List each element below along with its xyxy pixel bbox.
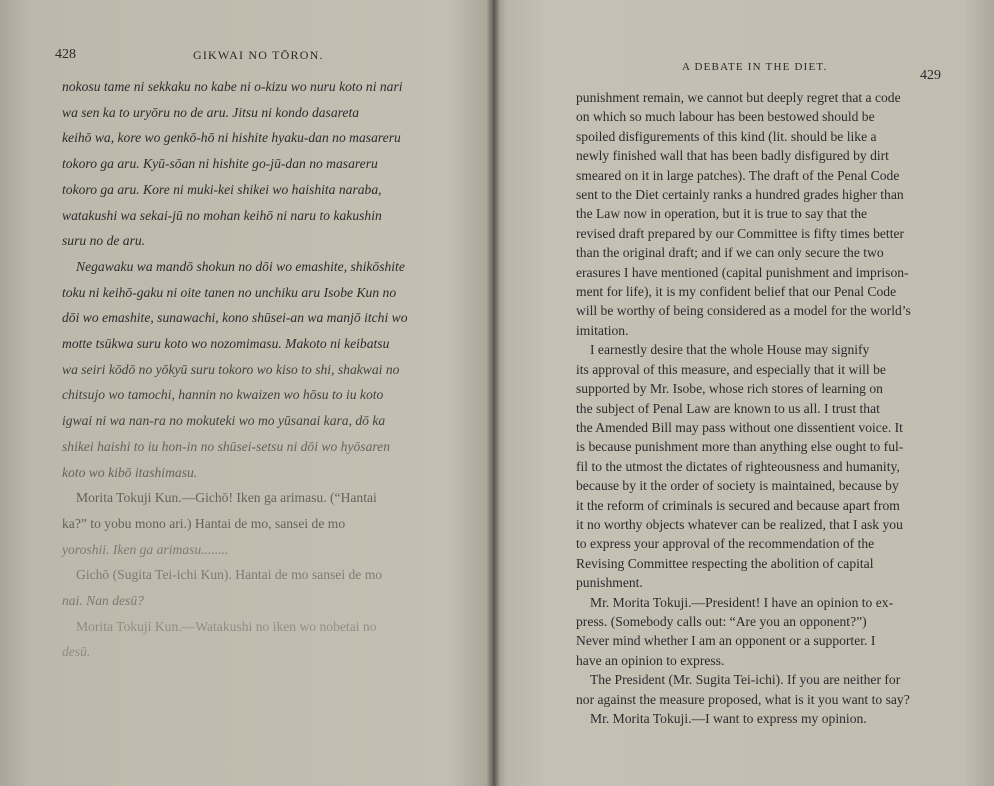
text-line: Negawaku wa mandō shokun no dōi wo emashite, shikōshite	[76, 258, 405, 274]
text-line: shikei haishi to iu hon-in no shūsei-setsu ni dōi wo hyōsaren	[62, 438, 390, 454]
text-line: yoroshii. Iken ga arimasu........	[62, 541, 229, 557]
text-line: the subject of Penal Law are known to us all. I trust that	[576, 400, 880, 416]
text-line: spoiled disfigurements of this kind (lit. should be like a	[576, 128, 877, 144]
text-line: chitsujo wo tamochi, hannin no kwaizen wo hōsu to iu koto	[62, 387, 384, 403]
text-line: suru no de aru.	[62, 233, 146, 249]
text-line: dōi wo emashite, sunawachi, kono shūsei-an wa manjō itchi wo	[62, 310, 408, 326]
text-line: sent to the Diet certainly ranks a hundred grades higher than	[576, 187, 904, 203]
text-line: Gichō (Sugita Tei-ichi Kun). Hantai de mo sansei de mo	[76, 567, 383, 583]
left-page-text	[62, 74, 442, 665]
text-line: nor against the measure proposed, what is it you want to say?	[576, 691, 910, 707]
text-line: will be worthy of being considered as a model for the world’s	[576, 303, 911, 319]
text-line: Morita Tokuji Kun.—Gichō! Iken ga arimasu. (“Hantai	[76, 490, 377, 506]
text-line: erasures I have mentioned (capital punishment and imprison-	[576, 264, 909, 280]
text-line: imitation.	[576, 322, 629, 338]
text-line: igwai ni wa nan-ra no mokuteki wo mo yūsanai kara, dō ka	[62, 413, 386, 429]
text-line: is because punishment more than anything else ought to ful-	[576, 439, 904, 455]
text-line: it no worthy objects whatever can be realized, that I ask you	[576, 516, 903, 532]
text-line: motte tsūkwa suru koto wo nozomimasu. Makoto ni keibatsu	[62, 336, 390, 352]
right-page	[500, 0, 994, 786]
text-line: I earnestly desire that the whole House may signify	[590, 342, 870, 358]
right-page-number: 429	[920, 68, 941, 83]
text-line: koto wo kibō itashimasu.	[62, 464, 198, 480]
left-running-head: GIKWAI NO TŌRON.	[193, 48, 324, 62]
text-line: to express your approval of the recommendation of the	[576, 536, 875, 552]
text-line: its approval of this measure, and especially that it will be	[576, 361, 886, 377]
text-line: tokoro ga aru. Kore ni muki-kei shikei wo haishita naraba,	[62, 181, 382, 197]
text-line: toku ni keihō-gaku ni oite tanen no unchiku aru Isobe Kun no	[62, 284, 397, 300]
right-running-head: A DEBATE IN THE DIET.	[682, 61, 828, 73]
text-line: because by it the order of society is maintained, because by	[576, 478, 899, 494]
text-line: nokosu tame ni sekkaku no kabe ni o-kizu wo nuru koto ni nari	[62, 79, 403, 94]
text-line: desū.	[62, 644, 91, 660]
text-line: newly finished wall that has been badly disfigured by dirt	[576, 148, 889, 164]
text-line: the Law now in operation, but it is true to say that the	[576, 206, 868, 222]
text-line: watakushi wa sekai-jū no mohan keihō ni naru to kakushin	[62, 207, 382, 223]
text-line: ka?” to yobu mono ari.) Hantai de mo, sansei de mo	[62, 515, 346, 531]
text-line: Morita Tokuji Kun.—Watakushi no iken wo nobetai no	[76, 618, 377, 634]
text-line: Never mind whether I am an opponent or a supporter. I	[576, 633, 876, 649]
text-line: smeared on it in large patches). The draft of the Penal Code	[576, 167, 900, 183]
text-line: Mr. Morita Tokuji.—I want to express my opinion.	[590, 711, 867, 726]
text-line: the Amended Bill may pass without one dissentient voice. It	[576, 419, 903, 435]
text-line: revised draft prepared by our Committee is fifty times better	[576, 225, 905, 241]
left-page-number: 428	[55, 47, 76, 62]
text-line: than the original draft; and if we can only secure the two	[576, 245, 884, 261]
right-page-text	[576, 88, 958, 728]
text-line: it the reform of criminals is secured and because apart from	[576, 497, 900, 513]
text-line: nai. Nan desū?	[62, 593, 144, 609]
text-line: punishment.	[576, 575, 643, 591]
text-line: on which so much labour has been bestowed should be	[576, 109, 875, 125]
text-line: Revising Committee respecting the abolition of capital	[576, 555, 874, 571]
text-line: ment for life), it is my confident belief that our Penal Code	[576, 284, 897, 300]
text-line: wa seiri kōdō no yōkyū suru tokoro wo kiso to shi, shakwai no	[62, 361, 400, 377]
text-line: tokoro ga aru. Kyū-sōan ni hishite go-jū-dan no masareru	[62, 156, 378, 172]
text-line: have an opinion to express.	[576, 652, 725, 668]
text-line: fil to the utmost the dictates of righteousness and humanity,	[576, 458, 900, 474]
text-line: wa sen ka to uryōru no de aru. Jitsu ni kondo dasareta	[62, 104, 360, 120]
text-line: punishment remain, we cannot but deeply regret that a code	[576, 90, 901, 105]
text-line: Mr. Morita Tokuji.—President! I have an opinion to ex-	[590, 594, 894, 610]
text-line: supported by Mr. Isobe, whose rich stores of learning on	[576, 381, 883, 397]
left-page	[0, 0, 490, 786]
text-line: press. (Somebody calls out: “Are you an opponent?”)	[576, 613, 867, 629]
book-gutter	[486, 0, 500, 786]
text-line: The President (Mr. Sugita Tei-ichi). If you are neither for	[590, 672, 901, 688]
text-line: keihō wa, kore wo genkō-hō ni hishite hyaku-dan no masareru	[62, 130, 401, 146]
